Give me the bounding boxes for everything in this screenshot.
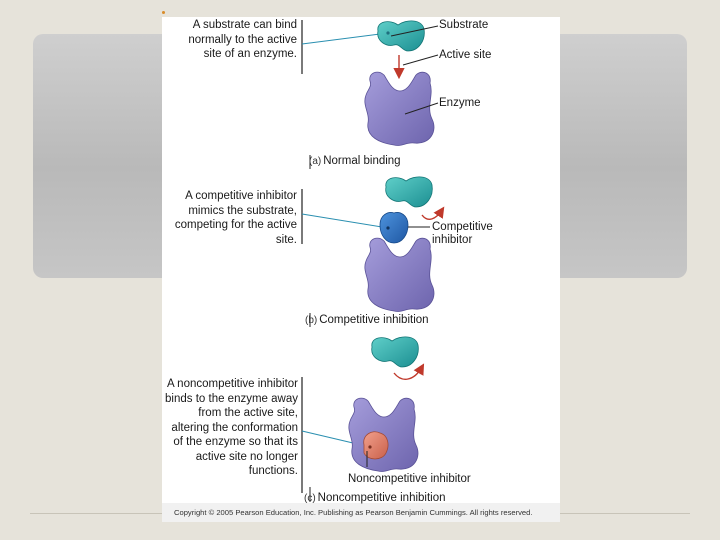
panel-c-caption-letter: (c) [304,493,316,504]
label-active-site: Active site [439,49,492,61]
label-substrate: Substrate [439,19,489,31]
panel-c-description: A noncompetitive inhibitor binds to the enzyme away from the active site, altering the conformation of the enzyme so that its active site no longer functions. [165,378,298,477]
enzyme-shape-a [365,72,434,145]
label-noncompetitive-inhibitor: Noncompetitive inhibitor [348,473,471,485]
substrate-shape-b [386,177,433,207]
panel-a-description: A substrate can bind normally to the active site of an enzyme. [188,19,297,60]
panel-b-graphics [302,177,442,327]
panel-a-caption-text: Normal binding [323,155,401,167]
panel-a-caption-letter: (a) [309,156,322,167]
panel-b-caption [305,314,429,327]
enzyme-shape-b [365,238,434,311]
competitive-inhibitor-shape [380,213,408,244]
panel-c-caption [304,492,446,505]
copyright-notice: Copyright © 2005 Pearson Education, Inc. Publishing as Pearson Benjamin Cummings. All rights reserved. [174,508,533,517]
substrate-shape-a [378,21,425,51]
panel-c-caption-text: Noncompetitive inhibition [317,492,446,504]
panel-a-caption [309,155,401,168]
panel-a-graphics [302,20,438,169]
panel-b-caption-letter: (b) [305,315,318,326]
panel-b-caption-text: Competitive inhibition [319,314,429,326]
panel-b-description: A competitive inhibitor mimics the substrate, competing for the active site. [174,190,297,246]
label-competitive-inhibitor: Competitive inhibitor [432,221,493,246]
substrate-shape-c [372,337,419,367]
enzyme-inhibition-figure [162,17,560,522]
slide-bullet-dot [162,11,165,14]
label-enzyme: Enzyme [439,97,481,109]
